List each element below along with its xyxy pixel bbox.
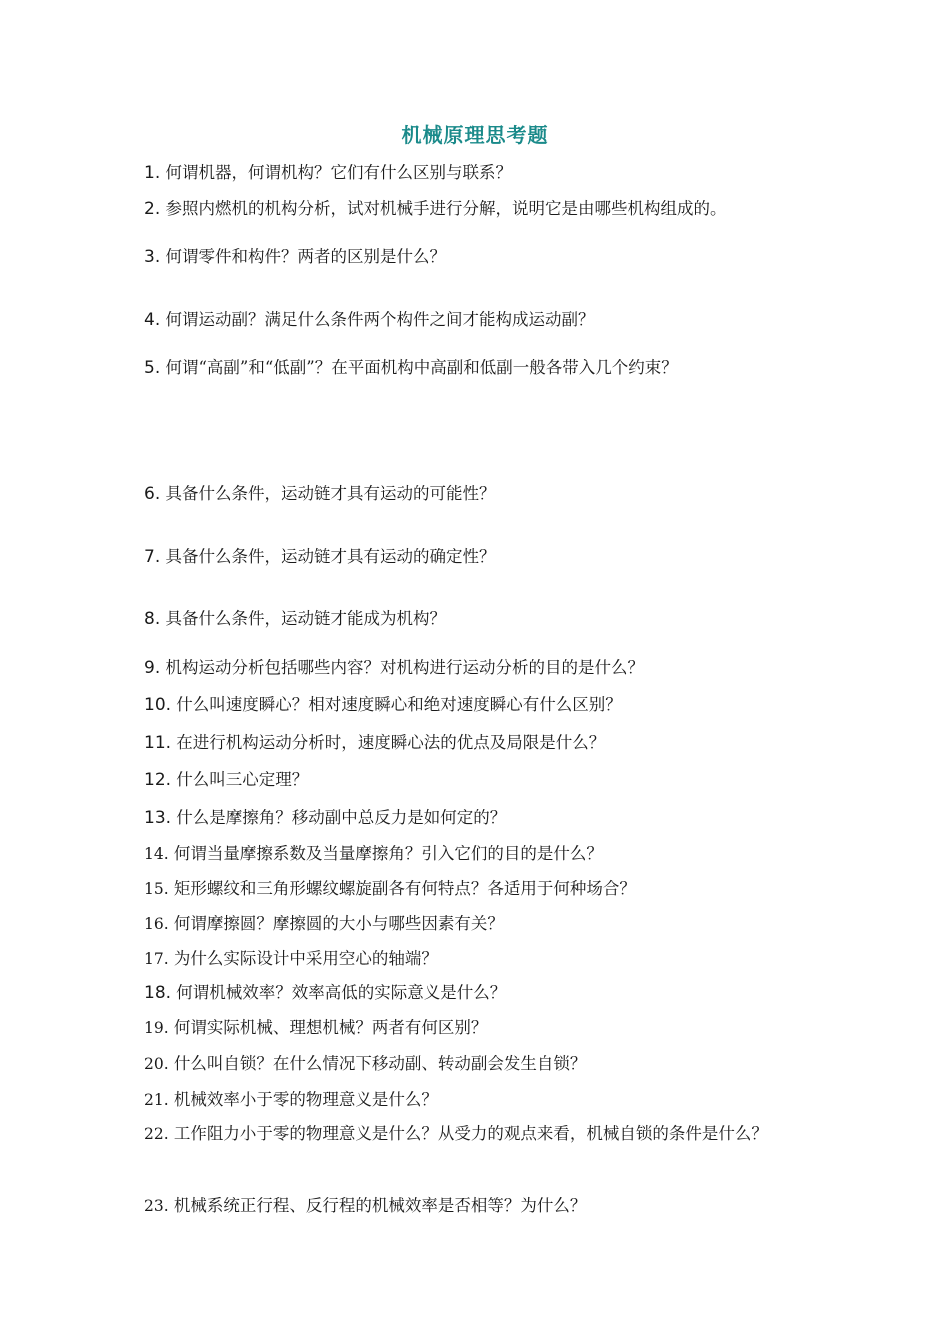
question-text: 为什么实际设计中采用空心的轴端？ xyxy=(168,949,438,968)
question-number: 21. xyxy=(144,1091,169,1109)
question-4 xyxy=(144,303,824,337)
question-number: 9. xyxy=(144,658,161,678)
question-text: 机构运动分析包括哪些内容？对机构进行运动分析的目的是什么？ xyxy=(160,658,644,677)
question-number: 7. xyxy=(144,547,161,567)
question-text: 何谓零件和构件？两者的区别是什么？ xyxy=(160,247,446,266)
question-text: 在进行机构运动分析时，速度瞬心法的优点及局限是什么？ xyxy=(171,733,606,752)
question-21 xyxy=(144,1083,824,1117)
question-number: 22. xyxy=(144,1125,169,1143)
question-13 xyxy=(144,801,824,835)
question-number: 8. xyxy=(144,609,161,629)
question-11 xyxy=(144,726,824,760)
question-number: 10. xyxy=(144,695,172,715)
question-text: 何谓“高副”和“低副”？在平面机构中高副和低副一般各带入几个约束？ xyxy=(160,358,678,377)
question-number: 11. xyxy=(144,733,172,753)
question-7 xyxy=(144,540,824,574)
question-23 xyxy=(144,1189,824,1223)
question-text: 何谓实际机械、理想机械？两者有何区别？ xyxy=(168,1018,488,1037)
question-number: 2. xyxy=(144,199,161,219)
question-number: 23. xyxy=(144,1197,169,1215)
question-number: 3. xyxy=(144,247,161,267)
question-text: 何谓摩擦圆？摩擦圆的大小与哪些因素有关？ xyxy=(168,914,504,933)
question-text: 矩形螺纹和三角形螺纹螺旋副各有何特点？各适用于何种场合？ xyxy=(168,879,636,898)
question-3 xyxy=(144,240,824,274)
question-text: 何谓机器，何谓机构？它们有什么区别与联系？ xyxy=(160,163,512,182)
question-text: 具备什么条件，运动链才具有运动的确定性？ xyxy=(160,547,496,566)
question-text: 参照内燃机的机构分析，试对机械手进行分解，说明它是由哪些机构组成的。 xyxy=(160,199,727,218)
question-number: 19. xyxy=(144,1019,169,1037)
question-6 xyxy=(144,477,824,511)
question-9 xyxy=(144,651,824,685)
question-number: 4. xyxy=(144,310,161,330)
question-8 xyxy=(144,602,824,636)
question-14 xyxy=(144,837,824,871)
question-15 xyxy=(144,872,824,906)
question-number: 13. xyxy=(144,808,172,828)
question-18 xyxy=(144,976,824,1010)
question-2 xyxy=(144,192,824,226)
question-number: 5. xyxy=(144,358,161,378)
question-10 xyxy=(144,688,824,722)
question-22 xyxy=(144,1116,824,1152)
question-text: 何谓机械效率？效率高低的实际意义是什么？ xyxy=(171,983,507,1002)
question-number: 16. xyxy=(144,915,169,933)
question-text: 具备什么条件，运动链才具有运动的可能性？ xyxy=(160,484,496,503)
question-number: 20. xyxy=(144,1055,169,1073)
question-20 xyxy=(144,1047,824,1081)
question-text: 具备什么条件，运动链才能成为机构？ xyxy=(160,609,446,628)
question-number: 14. xyxy=(144,845,169,863)
question-text: 什么叫速度瞬心？相对速度瞬心和绝对速度瞬心有什么区别？ xyxy=(171,695,622,714)
question-text: 工作阻力小于零的物理意义是什么？从受力的观点来看，机械自锁的条件是什么？ xyxy=(168,1124,768,1143)
question-number: 15. xyxy=(144,880,169,898)
question-17 xyxy=(144,942,824,976)
question-12 xyxy=(144,763,824,797)
question-text: 机械效率小于零的物理意义是什么？ xyxy=(168,1090,438,1109)
question-5 xyxy=(144,351,824,385)
question-number: 12. xyxy=(144,770,172,790)
question-number: 1. xyxy=(144,163,161,183)
question-1 xyxy=(144,156,824,190)
question-text: 何谓当量摩擦系数及当量摩擦角？引入它们的目的是什么？ xyxy=(168,844,603,863)
question-text: 机械系统正行程、反行程的机械效率是否相等？为什么？ xyxy=(168,1196,587,1215)
document-title: 机械原理思考题 xyxy=(401,123,549,147)
question-text: 何谓运动副？满足什么条件两个构件之间才能构成运动副？ xyxy=(160,310,595,329)
question-number: 6. xyxy=(144,484,161,504)
question-text: 什么是摩擦角？移动副中总反力是如何定的？ xyxy=(171,808,507,827)
question-16 xyxy=(144,907,824,941)
question-text: 什么叫自锁？在什么情况下移动副、转动副会发生自锁？ xyxy=(168,1054,587,1073)
question-text: 什么叫三心定理？ xyxy=(171,770,309,789)
question-number: 18. xyxy=(144,983,172,1003)
question-number: 17. xyxy=(144,950,169,968)
question-19 xyxy=(144,1011,824,1045)
